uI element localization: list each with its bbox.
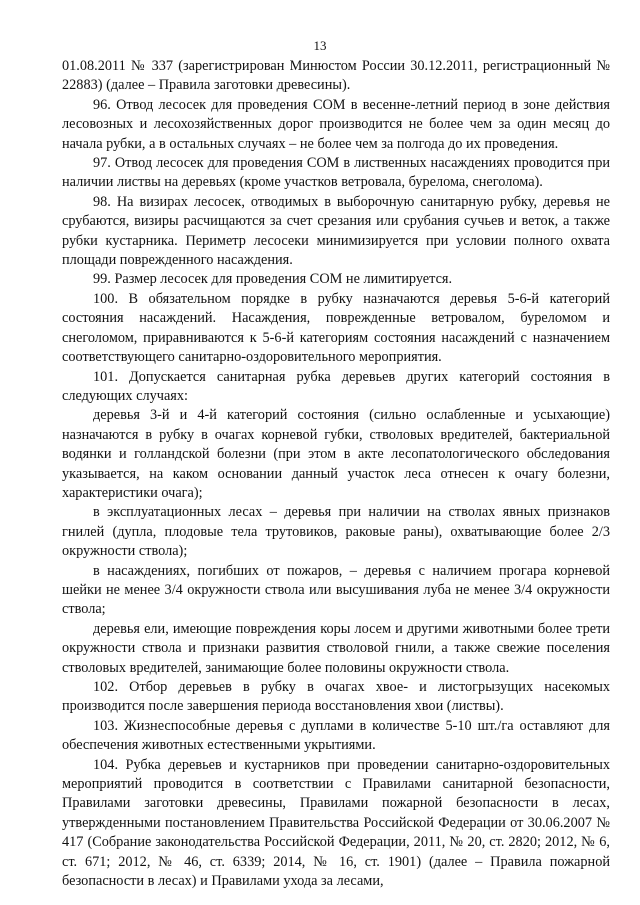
paragraph-99: 99. Размер лесосек для проведения СОМ не лимитируется. — [93, 271, 453, 288]
paragraph-101-item: деревья 3-й и 4-й категорий состояния (сильно ослабленные и усыхающие) назначаются в рубку в очагах корневой губки, стволовых вредителей, бактериальной водянки и голландской болезни (при этом в акте лесопатологического обследования указывается, на каком основании данный участок леса отнесен к очагу болезни, характеристики очага); — [62, 407, 610, 501]
paragraph: 01.08.2011 № 337 (зарегистрирован Минюстом России 30.12.2011, регистрационный № 22883) (далее – Правила заготовки древесины). — [62, 58, 610, 94]
paragraph-101: 101. Допускается санитарная рубка деревьев других категорий состояния в следующих случаях: — [62, 368, 610, 404]
paragraph-101-item: в насаждениях, погибших от пожаров, – деревья с наличием прогара корневой шейки не менее 3/4 окружности ствола или высушивания луба не менее 3/4 окружности ствола; — [62, 562, 610, 618]
paragraph-103: 103. Жизнеспособные деревья с дуплами в количестве 5-10 шт./га оставляют для обеспечения животных естественными укрытиями. — [62, 717, 610, 754]
paragraph-104: 104. Рубка деревьев и кустарников при проведении санитарно-оздоровительных мероприятий проводится в соответствии с Правилами санитарной безопасности, Правилами заготовки древесины, Правилами пожарной безопасности в лесах, утвержденными постановлением Правительства Российской Федерации от 30.06.2007 № 417 (Собрание законодательства Российской Федерации, 2011, № 20, ст. 2820; 2012, № 6, ст. 671; 2012, № 46, ст. 6339; 2014, № 16, ст. 1901) (далее – Правила пожарной безопасности в лесах) и Правилами ухода за лесами, — [62, 756, 610, 890]
paragraph-96: 96. Отвод лесосек для проведения СОМ в весенне-летний период в зоне действия лесовозных и лесохозяйственных дорог производится не более чем за один месяц до начала рубки, а в остальных случаях – не более чем за полгода до их проведения. — [62, 96, 610, 152]
body-text — [62, 57, 610, 891]
paragraph-98: 98. На визирах лесосек, отводимых в выборочную санитарную рубку, деревья не срубаются, визиры расчищаются за счет срезания или срубания сучьев и веток, а также рубки кустарника. Периметр лесосеки минимизируется при условии полного охвата площади поврежденного насаждения. — [62, 193, 610, 269]
paragraph-100: 100. В обязательном порядке в рубку назначаются деревья 5-6-й категорий состояния насаждений. Насаждения, поврежденные ветровалом, буреломом и снеголомом, приравниваются к 5-6-й категориям состояния насаждений с назначением соответствующего санитарно-оздоровительного мероприятия. — [62, 290, 610, 366]
page-number: 13 — [313, 38, 327, 53]
paragraph-102: 102. Отбор деревьев в рубку в очагах хвое- и листогрызущих насекомых производится после завершения периода восстановления хвои (листвы). — [62, 679, 610, 715]
paragraph-101-item: в эксплуатационных лесах – деревья при наличии на стволах явных признаков гнилей (дупла, плодовые тела трутовиков, раковые раны), охватывающие более 2/3 окружности ствола); — [62, 504, 610, 560]
paragraph-97: 97. Отвод лесосек для проведения СОМ в лиственных насаждениях проводится при наличии листвы на деревьях (кроме участков ветровала, бурелома, снеголома). — [62, 155, 610, 191]
paragraph-101-item: деревья ели, имеющие повреждения коры лосем и другими животными более трети окружности ствола и признаки развития стволовой гнили, а также свежие поселения стволовых вредителей, занимающие более половины окружности ствола. — [62, 620, 610, 676]
